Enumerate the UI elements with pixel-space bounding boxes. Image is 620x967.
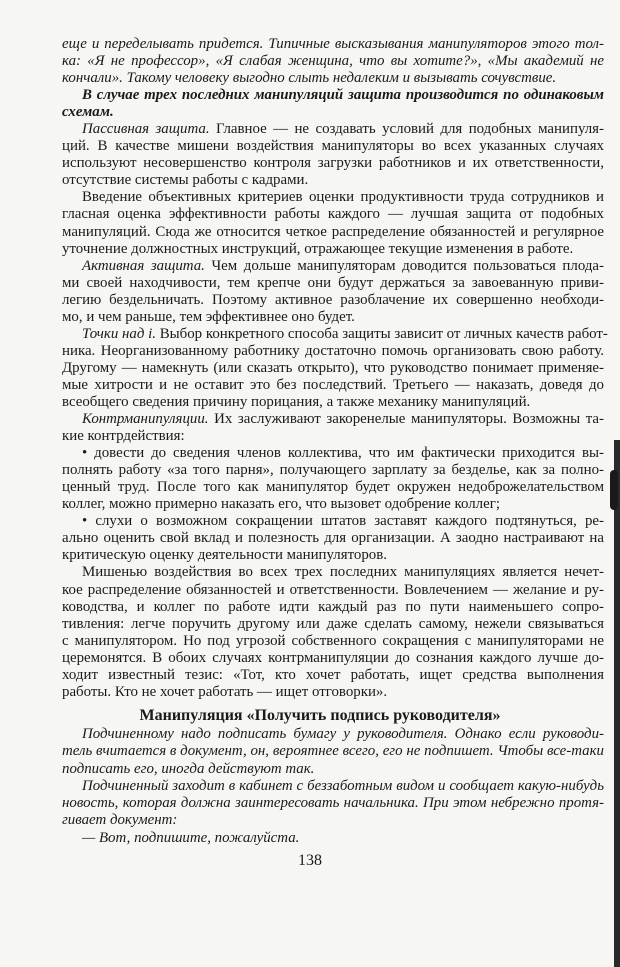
text-line	[62, 667, 604, 684]
text-line	[62, 633, 604, 650]
line-text: отсутствие системы работы с кадрами.	[62, 172, 309, 189]
line-text: Мишенью воздействия во всех трех последних манипуляциях является нечет-	[82, 564, 604, 581]
text-line	[62, 650, 604, 667]
line-text: уточнение должностных инструкций, отражающее текущие изменения в работе.	[62, 240, 574, 257]
text-line	[62, 121, 604, 138]
text-line	[62, 513, 604, 530]
line-text: полнять работу «за того парня», получающего зарплату за безделье, как за полно-	[62, 462, 604, 479]
line-text: легию бездельничать. Поэтому активное разоблачение их совершенно необходи-	[62, 291, 604, 308]
text-line	[62, 343, 604, 360]
line-text: мо, и чем раньше, тем эффективнее оно будет.	[62, 308, 355, 325]
text-line	[62, 778, 604, 795]
line-text: подписать его, иногда действуют так.	[62, 760, 315, 777]
line-text: — Вот, подпишите, пожалуйста.	[82, 829, 300, 846]
line-text: Другому — намекнуть (или сказать открыто), что руководство понимает применяе-	[62, 359, 604, 376]
line-text: ка: «Я не профессор», «Я слабая женщина, что вы хотите?», «Мы академий не	[62, 53, 604, 70]
section-heading: Манипуляция «Получить подпись руководителя»	[139, 707, 501, 724]
line-text: ми своей находчивости, тем крепче они будут держаться за завоеванную приви-	[62, 274, 604, 291]
line-text: кончали». Такому человеку выгодно слыть недалеким и вызывать сочувствие.	[62, 70, 557, 87]
line-text: Выбор конкретного способа защиты зависит от личных качеств работ-	[156, 325, 608, 342]
paragraph-lead-in: Активная защита.	[82, 257, 205, 274]
text-line	[62, 36, 604, 53]
text-line	[62, 582, 604, 599]
text-line	[62, 53, 604, 70]
line-text: Подчиненному надо подписать бумагу у руководителя. Однако если руководи-	[82, 726, 604, 742]
line-text: кое распределение обязанностей и ответственности. Вовлечением — желание и ру-	[62, 581, 604, 598]
line-text: ходит известный тезис: «Тот, кто хочет работать, ищет средства выполнения	[62, 666, 604, 683]
paragraph-lead-in: Точки над i.	[82, 325, 156, 342]
line-text: с манипулятором. Но под угрозой собственного сокращения с манипуляторами не	[62, 632, 604, 649]
line-text: • довести до сведения членов коллектива, что им фактически приходится вы-	[82, 445, 604, 462]
text-line	[62, 241, 604, 258]
line-text: гивает документ:	[62, 812, 178, 829]
line-text: ций. В качестве мишени воздействия манипуляторы во всех указанных случаях	[62, 138, 604, 155]
text-line	[62, 761, 604, 778]
text-line	[62, 224, 604, 241]
text-line	[62, 189, 604, 206]
text-line	[62, 155, 604, 172]
text-line	[62, 530, 604, 547]
line-text: Подчиненный заходит в кабинет с беззаботным видом и сообщает какую-нибудь	[82, 777, 604, 794]
line-text: манипуляций. Сюда же относится четкое распределение обязанностей и регулярное	[62, 223, 604, 240]
line-text: Главное — не создавать условий для подобных манипуля-	[209, 121, 604, 138]
line-text: ценный труд. После того как манипулятор будет окружен недоброжелательством	[62, 479, 604, 496]
line-text: тель вчитается в документ, он, вероятнее всего, его не подпишет. Чтобы все-таки	[62, 743, 604, 760]
paragraph-lead-in: Пассивная защита.	[82, 121, 210, 138]
text-line	[62, 616, 604, 633]
line-text: ально оценить свой вклад и полезность для организации. А заодно настраивают на	[62, 530, 604, 547]
line-text: Их заслуживают закоренелые манипуляторы. Возможны та-	[208, 411, 604, 428]
text-line	[62, 206, 604, 223]
line-text: В случае трех последних манипуляций защита производится по одинаковым	[82, 87, 604, 104]
section-text	[62, 726, 604, 847]
paragraph-lead-in: Контрманипуляции.	[82, 411, 209, 428]
text-line	[62, 428, 604, 445]
line-text: мые хитрости и не оставит это без последствий. Третьего — наказать, доведя до	[62, 376, 604, 393]
text-line	[62, 726, 604, 743]
text-line	[62, 795, 604, 812]
text-line	[62, 479, 604, 496]
line-text: Введение объективных критериев оценки продуктивности труда сотрудников и	[82, 189, 604, 206]
line-text: новость, которая должна заинтересовать начальника. При этом небрежно протя-	[62, 795, 604, 812]
text-line	[62, 258, 604, 275]
text-line	[62, 394, 604, 411]
line-text: коллег, можно примерно наказать его, что вызовет одобрение коллег;	[62, 496, 500, 513]
text-line	[62, 564, 604, 581]
text-line	[62, 684, 604, 701]
body-text	[62, 36, 608, 701]
page-number: 138	[298, 852, 322, 869]
line-text: тивления: легче поручить другому или даже сделать самому, нежели связываться	[62, 615, 604, 632]
line-text: ководства, и коллег по работе идти каждый раз по пути наименьшего сопро-	[62, 598, 604, 615]
text-line	[62, 599, 604, 616]
scan-binding-mark	[610, 470, 618, 510]
text-line	[62, 462, 604, 479]
text-line	[62, 309, 604, 326]
line-text: • слухи о возможном сокращении штатов заставят каждого подтянуться, ре-	[82, 513, 604, 530]
text-line	[62, 275, 604, 292]
text-line	[62, 292, 604, 309]
line-text: церемонятся. В обоих случаях контрманипуляции до сознания каждого лучше до-	[62, 649, 604, 666]
line-text: всеобщего сведения причину порицания, а также механику манипуляций.	[62, 393, 531, 410]
text-line	[62, 172, 604, 189]
line-text: ника. Неорганизованному работнику достаточно помочь организовать свою работу.	[62, 342, 604, 359]
text-line	[62, 138, 604, 155]
text-line	[62, 377, 604, 394]
text-line	[62, 445, 604, 462]
line-text: используют несовершенство контроля загрузки работников и их ответственности,	[62, 155, 604, 172]
text-line	[62, 360, 604, 377]
text-line	[62, 812, 604, 829]
line-text: критическую оценку деятельности манипуляторов.	[62, 547, 387, 564]
line-text: еще и переделывать придется. Типичные высказывания манипуляторов этого тол-	[62, 36, 604, 52]
line-text: гласная оценка эффективности работы каждого — лучшая защита от подобных	[62, 206, 604, 223]
line-text: кие контрдействия:	[62, 428, 185, 445]
text-line	[62, 87, 604, 104]
text-line	[62, 104, 604, 121]
text-line	[62, 743, 604, 760]
text-line	[62, 830, 604, 847]
text-line	[62, 70, 604, 87]
line-text: схемам.	[62, 104, 114, 121]
text-line	[62, 411, 604, 428]
text-line	[62, 547, 604, 564]
line-text: работы. Кто не хочет работать — ищет отговорки».	[62, 683, 388, 700]
text-line	[62, 325, 608, 343]
scan-edge-shadow	[614, 440, 620, 967]
text-line	[62, 496, 604, 513]
line-text: Чем дольше манипуляторам доводится пользоваться плода-	[204, 257, 604, 274]
